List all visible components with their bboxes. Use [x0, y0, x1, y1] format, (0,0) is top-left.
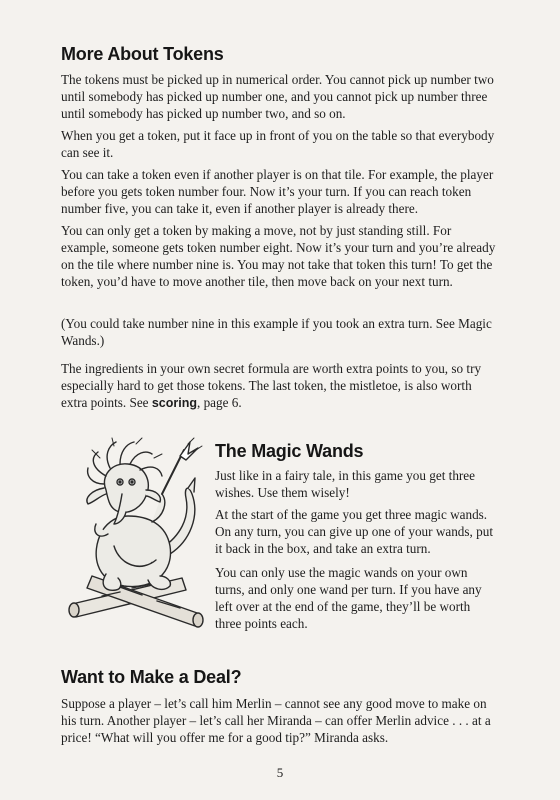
- scoring-reference: scoring: [151, 396, 197, 410]
- dragon-wizard-illustration: [62, 436, 212, 636]
- wands-paragraph-1: Just like in a fairy tale, in this game you get three wishes. Use them wisely!: [215, 468, 476, 500]
- tokens-paragraph-5: (You could take number nine in this example if you took an extra turn. See Magic Wands.): [61, 316, 492, 348]
- heading-more-about-tokens: More About Tokens: [61, 44, 224, 64]
- deal-paragraph-1: Suppose a player – let’s call him Merlin – cannot see any good move to make on his turn. Another player – let’s call her Miranda – can offer Merlin advice . . . at a price! “What will you offer me for a good tip?” Miranda asks.: [61, 696, 491, 745]
- text-run: The ingredients in your own secret formula are worth extra points to you, so try especially hard to get those tokens. The last token, the mistletoe, is also worth extra points. See: [61, 361, 482, 410]
- tokens-paragraph-1: The tokens must be picked up in numerical order. You cannot pick up number two until somebody has picked up number one, and you cannot pick up number three until somebody has picked up number two, and so on.: [61, 72, 494, 121]
- text-run: , page 6.: [196, 395, 242, 410]
- wands-paragraph-2: At the start of the game you get three magic wands. On any turn, you can give up one of your wands, put it back in the box, and take an extra turn.: [215, 507, 493, 556]
- page-number: 5: [276, 765, 284, 780]
- tokens-paragraph-4: You can only get a token by making a move, not by just standing still. For example, someone gets token number eight. Now it’s your turn and you’re already on the tile where number nine is. You may not take that token this turn! To get the token, you’d have to move another tile, then move back on your next turn.: [61, 223, 496, 289]
- wands-paragraph-3: You can only use the magic wands on your own turns, and only one wand per turn. If you have any left over at the end of the game, they’ll be worth three points each.: [215, 565, 482, 631]
- tokens-paragraph-6: [61, 360, 498, 412]
- heading-magic-wands: The Magic Wands: [215, 441, 364, 461]
- tokens-paragraph-2: When you get a token, put it face up in front of you on the table so that everybody can see it.: [61, 128, 495, 160]
- tokens-paragraph-3: You can take a token even if another player is on that tile. For example, the player before you gets token number four. Now it’s your turn. If you can reach token number five, you can take it, even if another player is already there.: [61, 167, 494, 216]
- heading-make-a-deal: Want to Make a Deal?: [61, 667, 242, 687]
